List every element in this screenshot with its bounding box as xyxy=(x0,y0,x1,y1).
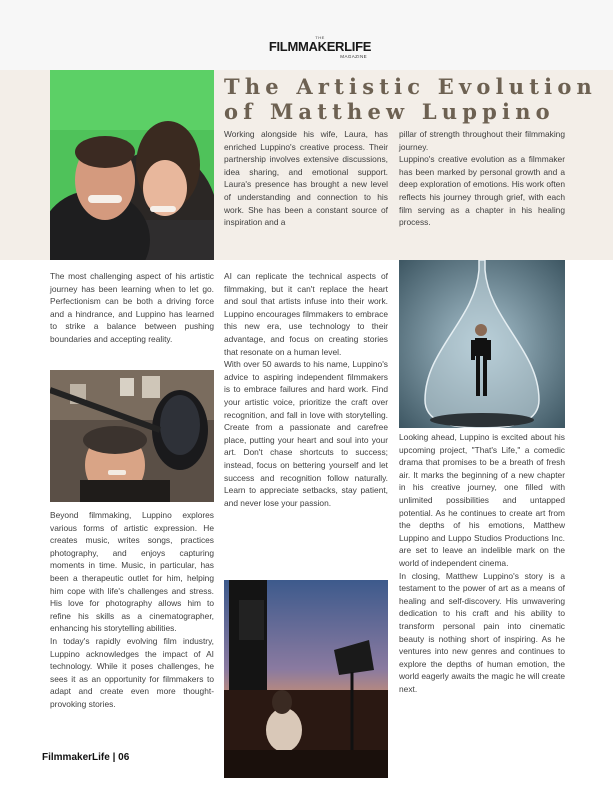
column-left-upper xyxy=(50,270,214,346)
column-mid xyxy=(224,270,388,509)
paragraph: Luppino's creative evolution as a filmmaker has been marked by personal growth and a deep exploration of emotions. His work often reflects his journey through grief, with each film serving as a chapter in his healing process. xyxy=(399,154,565,228)
paragraph: With over 50 awards to his name, Luppino's advice to aspiring independent filmmakers is to embrace failures and hard work. Find your artistic voice, prioritize the craft over recognition, and fall in love with storytelling. Create from a passionate and carefree place, putting your heart and soul into your art. Don't chase shortcuts to success; instead, focus on bettering yourself and let success and recognition follow naturally. Learn to appreciate setbacks, stay patient, and never lose your passion. xyxy=(224,359,388,508)
logo-main: FILMMAKERLIFE xyxy=(268,39,372,54)
film-set-photo xyxy=(224,580,388,778)
article-title xyxy=(224,74,609,124)
paragraph: pillar of strength throughout their filmmaking journey. xyxy=(399,129,565,152)
page-footer: FilmmakerLife | 06 xyxy=(42,752,130,763)
paragraph: The most challenging aspect of his artistic journey has been learning when to let go. Perfectionism can be both a driving force and a hindrance, and Luppino has learned to strike a balance between pushing boundaries and accepting reality. xyxy=(50,271,214,344)
couple-photo xyxy=(50,70,214,260)
logo-sub: MAGAZINE xyxy=(340,54,367,59)
page-header xyxy=(0,0,613,70)
column-left-lower xyxy=(50,509,214,711)
paragraph: Working alongside his wife, Laura, has enriched Luppino's creative process. Their partnership involves extensive discussions, idea sharing, and emotional support. Laura's presence has brought a new level of understanding and connection to his work. She has been a constant source of inspiration and a xyxy=(224,129,388,228)
title-line-1: The Artistic Evolution xyxy=(224,74,598,99)
column-right xyxy=(399,431,565,695)
paragraph: In closing, Matthew Luppino's story is a testament to the power of art as a means of healing and self-discovery. His unwavering dedication to his craft and his ability to transform personal pain into cinematic beauty is nothing short of inspiring. As he ventures into new genres and continues to explore the depths of human emotion, the world eagerly awaits the magic he will create next. xyxy=(399,570,565,694)
column-mid-top xyxy=(224,128,388,229)
paragraph: Beyond filmmaking, Luppino explores various forms of artistic expression. He creates music, writes songs, practices photography, and enjoys capturing moments in time. Music, in particular, has been a therapeutic outlet for him, helping him cope with life's challenges and stress. His love for photography allows him to refine his skills as a cinematographer, enhancing his storytelling abilities. xyxy=(50,510,214,634)
paragraph: In today's rapidly evolving film industry, Luppino acknowledges the impact of AI technology. While it poses challenges, he sees it as an opportunity for filmmakers to adapt and create even more thought-provoking stories. xyxy=(50,635,214,709)
paragraph: Looking ahead, Luppino is excited about his upcoming project, "That's Life," a comedic drama that promises to be a breath of fresh air. It marks the beginning of a new chapter in his creative journey, one filled with unlimited possibilities and untapped potential. As he continues to create art from the depths of his emotions, Matthew Luppino and Luppo Studios Productions Inc. are set to leave an indelible mark on the world of independent cinema. xyxy=(399,432,565,568)
column-right-top xyxy=(399,128,565,229)
logo-top: THE xyxy=(315,35,325,40)
paragraph: AI can replicate the technical aspects of filmmaking, but it can't replace the heart and soul that artists infuse into their work. Luppino encourages filmmakers to embrace this new era, use technology to their advantage, and focus on creating stories that resonate on a human level. xyxy=(224,271,388,357)
studio-photo xyxy=(50,370,214,502)
title-line-2: of Matthew Luppino xyxy=(224,99,555,124)
hourglass-photo xyxy=(399,260,565,428)
magazine-logo xyxy=(265,36,375,59)
